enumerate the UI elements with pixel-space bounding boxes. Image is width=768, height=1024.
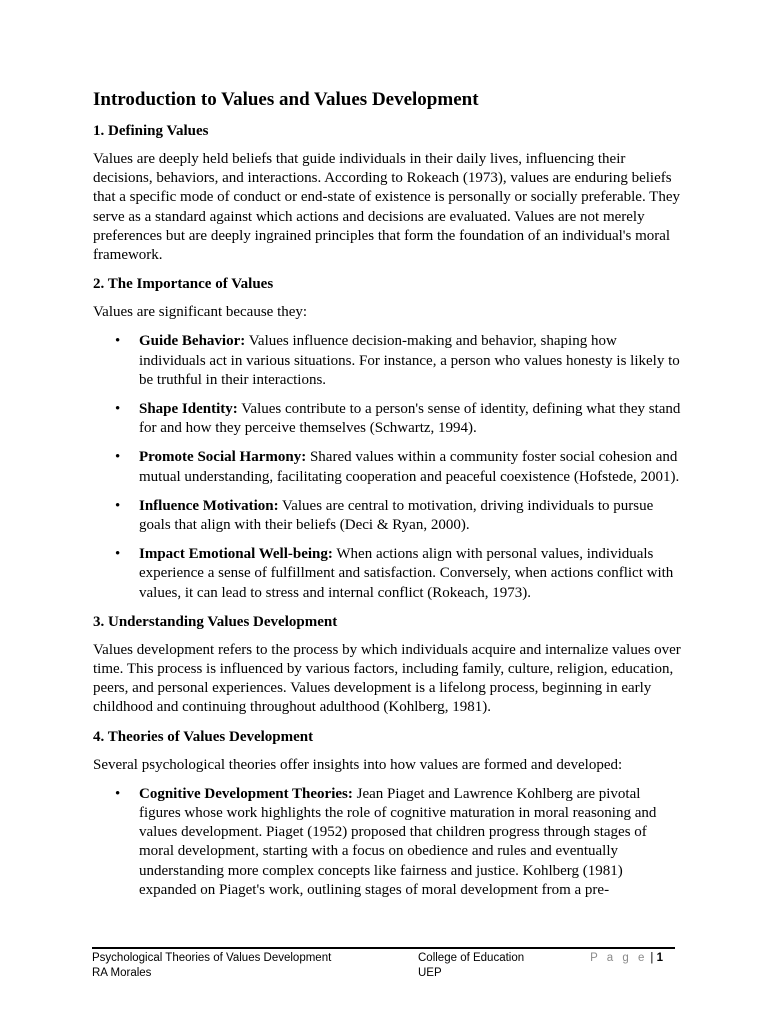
section-heading-defining-values: 1. Defining Values bbox=[93, 123, 209, 139]
bullet-icon: • bbox=[115, 401, 121, 418]
list-item bbox=[93, 332, 683, 390]
list-item bbox=[93, 400, 683, 438]
bullet-text: Shared values within a community foster social cohesion and mutual understanding, facilitating cooperation and peaceful coexistence (Hofstede, 2001). bbox=[139, 449, 680, 485]
bullet-text: Values influence decision-making and behavior, shaping how individuals act in various situations. For instance, a person who values honesty is likely to be truthful in their interactions. bbox=[139, 333, 680, 388]
page-number: 1 bbox=[656, 952, 663, 964]
list-item bbox=[93, 497, 683, 535]
bullet-icon: • bbox=[115, 497, 121, 514]
paragraph-theories-intro: Several psychological theories offer insights into how values are formed and developed: bbox=[93, 756, 623, 773]
page-separator: | bbox=[650, 952, 654, 964]
bullet-text: Jean Piaget and Lawrence Kohlberg are pivotal figures whose work highlights the role of cognitive maturation in moral reasoning and values development. Piaget (1952) proposed that children progress through stages of moral development, starting with a focus on obedience and rules and eventually understanding more complex concepts like fairness and justice. Kohlberg (1981) expanded on Piaget's work, outlining stages of moral development from a pre- bbox=[139, 785, 657, 898]
footer-divider bbox=[92, 947, 675, 949]
list-item bbox=[93, 448, 683, 486]
theories-bullet-list bbox=[93, 785, 683, 900]
bullet-term: Impact Emotional Well-being: bbox=[139, 546, 333, 563]
section-heading-importance-of-values: 2. The Importance of Values bbox=[93, 276, 274, 293]
footer-document-title: Psychological Theories of Values Development bbox=[92, 952, 332, 964]
page-label: P a g e bbox=[590, 952, 648, 964]
document-title: Introduction to Values and Values Development bbox=[93, 89, 479, 110]
section-heading-understanding-values-development: 3. Understanding Values Development bbox=[93, 613, 338, 630]
bullet-icon: • bbox=[115, 546, 121, 563]
list-item bbox=[93, 785, 683, 900]
list-item bbox=[93, 545, 683, 603]
footer-author: RA Morales bbox=[92, 967, 152, 979]
section-heading-theories-of-values-development: 4. Theories of Values Development bbox=[93, 728, 314, 745]
footer-institution: UEP bbox=[418, 967, 442, 979]
bullet-icon: • bbox=[115, 449, 121, 466]
bullet-icon: • bbox=[115, 333, 121, 350]
paragraph-importance-intro: Values are significant because they: bbox=[93, 304, 308, 321]
paragraph-defining-values: Values are deeply held beliefs that guide individuals in their daily lives, influencing their decisions, behaviors, and interactions. According to Rokeach (1973), values are enduring beliefs that a specific mode of conduct or end-state of existence is personally or socially preferable. They serve as a standard against which actions and decisions are evaluated. Values are not merely preferences but are deeply ingrained principles that form the foundation of an individual's moral framework. bbox=[93, 151, 680, 264]
bullet-term: Promote Social Harmony: bbox=[139, 449, 307, 466]
footer-page-indicator bbox=[590, 951, 663, 966]
page-body bbox=[93, 88, 683, 910]
bullet-text: Values are central to motivation, driving individuals to pursue goals that align with their beliefs (Deci & Ryan, 2000). bbox=[139, 497, 654, 534]
bullet-icon: • bbox=[115, 785, 121, 802]
bullet-term: Shape Identity: bbox=[139, 401, 238, 418]
bullet-term: Cognitive Development Theories: bbox=[139, 785, 353, 802]
bullet-term: Guide Behavior: bbox=[139, 333, 246, 350]
bullet-text: Values contribute to a person's sense of identity, defining what they stand for and how they perceive themselves (Schwartz, 1994). bbox=[139, 401, 681, 437]
bullet-term: Influence Motivation: bbox=[139, 497, 279, 514]
paragraph-understanding-values-development: Values development refers to the process by which individuals acquire and internalize values over time. This process is influenced by various factors, including family, culture, religion, education, peers, and personal experiences. Values development is a lifelong process, beginning in early childhood and continuing throughout adulthood (Kohlberg, 1981). bbox=[93, 641, 681, 716]
bullet-text: When actions align with personal values, individuals experience a sense of fulfillment and satisfaction. Conversely, when actions conflict with values, it can lead to stress and internal conflict (Rokeach, 1973). bbox=[139, 546, 674, 601]
footer-left bbox=[92, 951, 331, 981]
footer-college: College of Education bbox=[418, 952, 525, 964]
importance-bullet-list bbox=[93, 332, 683, 602]
footer-middle bbox=[418, 951, 524, 981]
